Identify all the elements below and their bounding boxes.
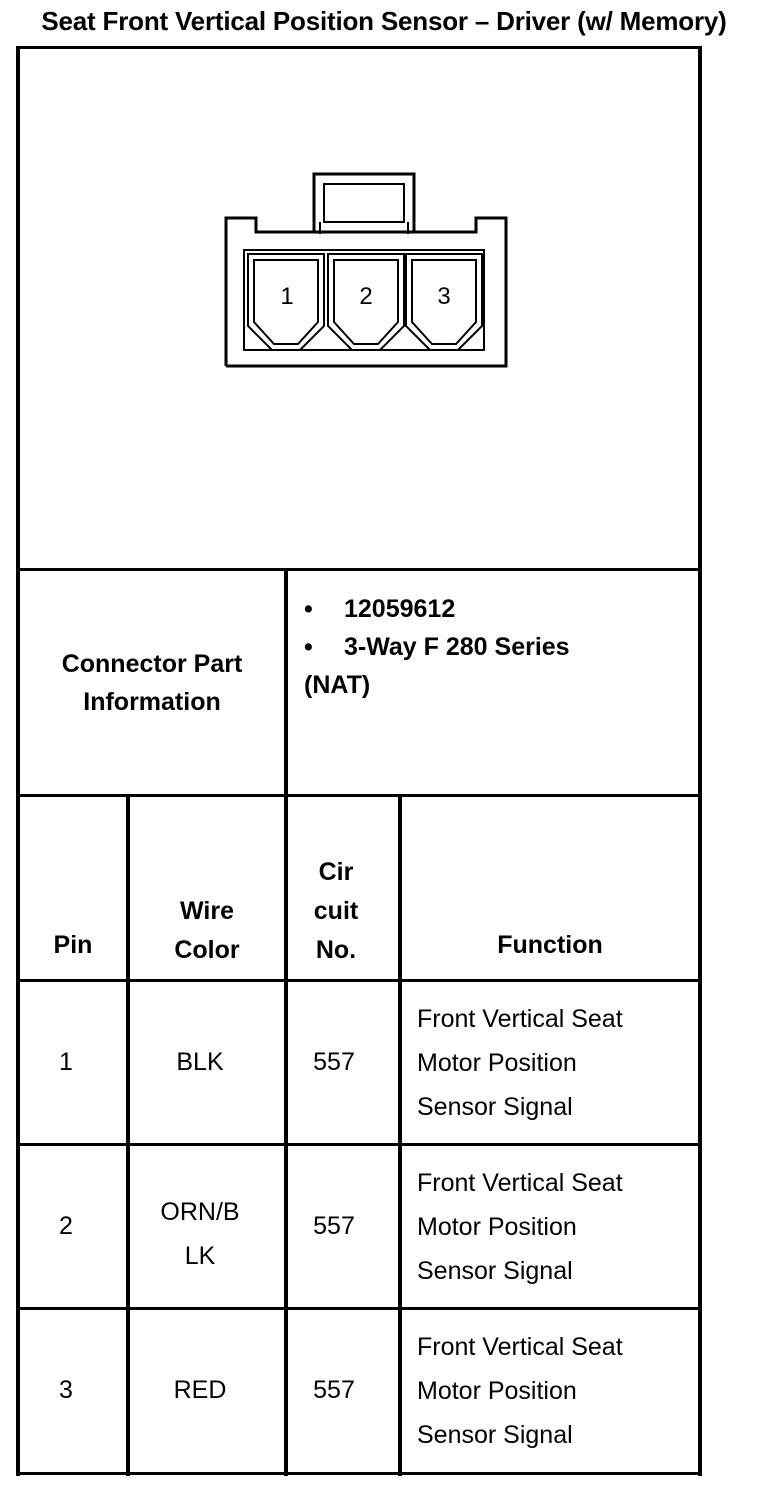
row2-pin: 2 (59, 1212, 73, 1240)
connector-diagram (0, 0, 768, 568)
row1-pin: 1 (59, 1048, 73, 1076)
divider-partinfo-bottom (16, 794, 702, 797)
row2-function: Front Vertical Seat Motor Position Sensor Signal (417, 1169, 623, 1285)
header-circuit-no: Cir cuit No. (313, 858, 359, 964)
row1-circuit: 557 (313, 1048, 355, 1076)
pin-label-1: 1 (280, 283, 294, 310)
row2-circuit: 557 (313, 1212, 355, 1240)
header-wire-color: Wire Color (174, 897, 240, 964)
row3-circuit: 557 (313, 1376, 355, 1404)
divider-circuit-col (398, 794, 402, 1476)
divider-partinfo-col (284, 568, 288, 1476)
page-title: Seat Front Vertical Position Sensor – Driver (w/ Memory) (41, 6, 727, 36)
part-number-item: • 12059612 (304, 595, 456, 623)
pin-label-3: 3 (437, 283, 451, 310)
part-info-extra: (NAT) (304, 671, 371, 699)
divider-image-bottom (16, 568, 702, 571)
connector-series-item: • 3-Way F 280 Series (304, 633, 570, 661)
row2-wire-color: ORN/B LK (160, 1198, 240, 1270)
row3-function: Front Vertical Seat Motor Position Sensor Signal (417, 1333, 623, 1449)
header-pin: Pin (53, 931, 93, 959)
divider-header-bottom (16, 979, 702, 982)
header-function: Function (497, 931, 603, 959)
divider-row1-bottom (16, 1143, 702, 1146)
row1-wire-color: BLK (176, 1048, 224, 1076)
row3-wire-color: RED (173, 1376, 227, 1404)
row1-function: Front Vertical Seat Motor Position Sensor Signal (417, 1005, 623, 1121)
table-border-bottom (16, 1472, 702, 1475)
row3-pin: 3 (59, 1376, 73, 1404)
pin-label-2: 2 (359, 283, 373, 310)
part-info-list (304, 590, 694, 704)
connector-part-label: Connector Part Information (61, 650, 243, 716)
divider-row2-bottom (16, 1307, 702, 1310)
